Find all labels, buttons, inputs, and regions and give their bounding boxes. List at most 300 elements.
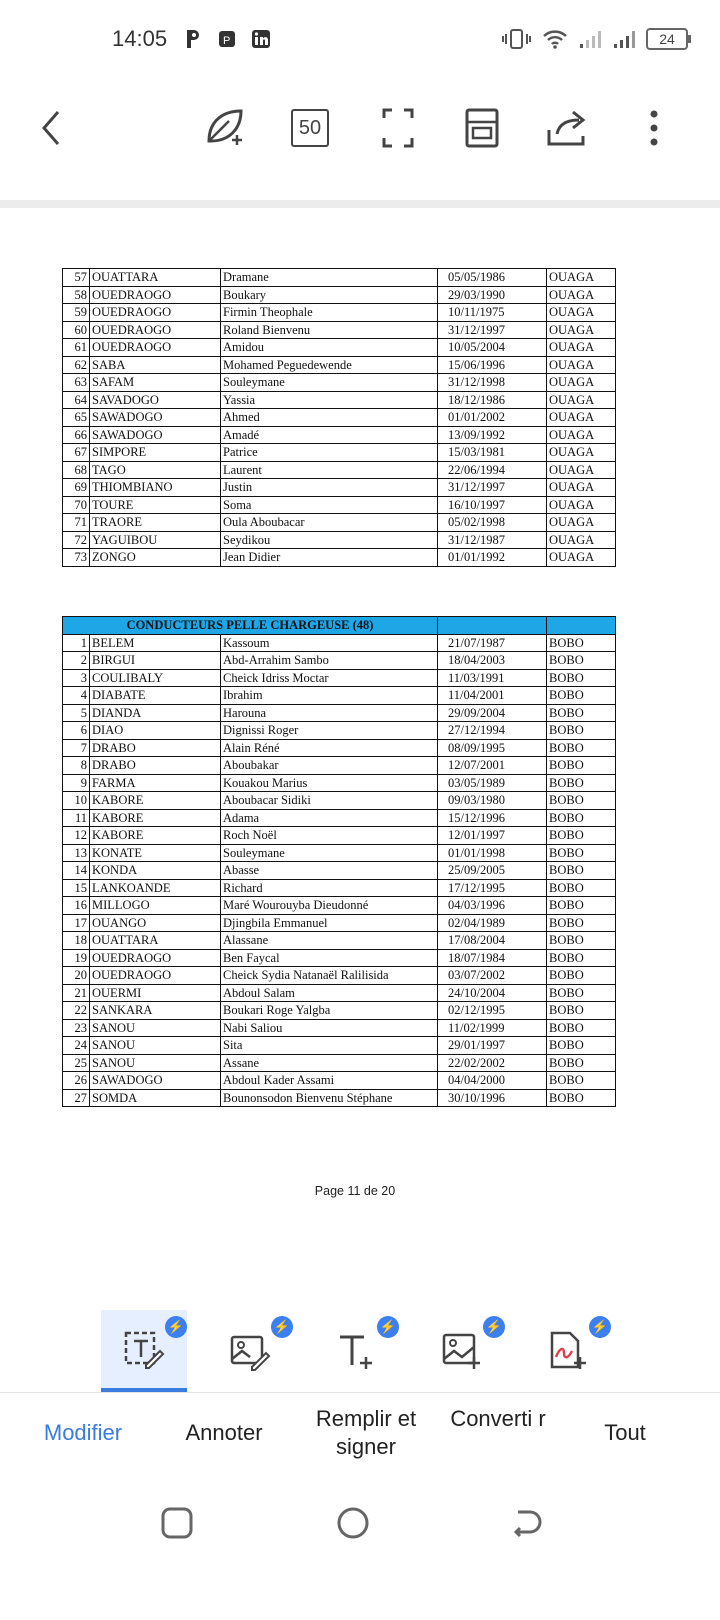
birthdate-cell: 25/09/2005: [438, 862, 547, 880]
document-viewer[interactable]: [0, 176, 720, 1334]
surname-cell: KONATE: [90, 844, 221, 862]
row-number: 19: [63, 949, 90, 967]
city-cell: OUAGA: [547, 374, 616, 392]
table-row: [63, 286, 616, 304]
city-cell: BOBO: [547, 1019, 616, 1037]
linkedin-app-icon: [250, 28, 272, 50]
birthdate-cell: 24/10/2004: [438, 984, 547, 1002]
surname-cell: DIANDA: [90, 704, 221, 722]
row-number: 57: [63, 269, 90, 287]
add-text-tool[interactable]: [313, 1310, 399, 1392]
system-nav-bar: [0, 1488, 720, 1600]
firstname-cell: Boukari Roge Yalgba: [221, 1002, 438, 1020]
row-number: 12: [63, 827, 90, 845]
city-cell: OUAGA: [547, 531, 616, 549]
row-number: 3: [63, 669, 90, 687]
row-number: 4: [63, 687, 90, 705]
table-row: [63, 827, 616, 845]
surname-cell: YAGUIBOU: [90, 531, 221, 549]
firstname-cell: Bounonsodon Bienvenu Stéphane: [221, 1089, 438, 1107]
row-number: 21: [63, 984, 90, 1002]
table-row: [63, 356, 616, 374]
row-number: 23: [63, 1019, 90, 1037]
surname-cell: OUEDRAOGO: [90, 304, 221, 322]
city-cell: OUAGA: [547, 479, 616, 497]
birthdate-cell: 16/10/1997: [438, 496, 547, 514]
firstname-cell: Alassane: [221, 932, 438, 950]
city-cell: BOBO: [547, 1037, 616, 1055]
surname-cell: TRAORE: [90, 514, 221, 532]
city-cell: BOBO: [547, 1054, 616, 1072]
add-signature-icon: [548, 1331, 588, 1371]
row-number: 10: [63, 792, 90, 810]
row-number: 22: [63, 1002, 90, 1020]
back-arrow-icon: [36, 108, 68, 148]
firstname-cell: Richard: [221, 879, 438, 897]
row-number: 6: [63, 722, 90, 740]
table-row: [63, 914, 616, 932]
surname-cell: SANOU: [90, 1019, 221, 1037]
premium-badge-icon: ⚡: [589, 1316, 611, 1338]
svg-text:P: P: [223, 35, 231, 47]
table-row: [63, 704, 616, 722]
edit-image-icon: [230, 1331, 270, 1371]
birthdate-cell: 05/05/1986: [438, 269, 547, 287]
surname-cell: SIMPORE: [90, 444, 221, 462]
birthdate-cell: 29/03/1990: [438, 286, 547, 304]
row-number: 66: [63, 426, 90, 444]
wifi-icon: [542, 28, 568, 50]
birthdate-cell: 11/02/1999: [438, 1019, 547, 1037]
surname-cell: SANOU: [90, 1054, 221, 1072]
city-cell: BOBO: [547, 704, 616, 722]
surname-cell: MILLOGO: [90, 897, 221, 915]
row-number: 18: [63, 932, 90, 950]
table-row: [63, 757, 616, 775]
table-row: [63, 669, 616, 687]
city-cell: BOBO: [547, 897, 616, 915]
firstname-cell: Adama: [221, 809, 438, 827]
firstname-cell: Kassoum: [221, 634, 438, 652]
firstname-cell: Soma: [221, 496, 438, 514]
city-cell: BOBO: [547, 722, 616, 740]
edit-tools-bar: [0, 1310, 720, 1392]
birthdate-cell: 31/12/1997: [438, 479, 547, 497]
row-number: 63: [63, 374, 90, 392]
birthdate-cell: 15/06/1996: [438, 356, 547, 374]
surname-cell: SAWADOGO: [90, 426, 221, 444]
firstname-cell: Djingbila Emmanuel: [221, 914, 438, 932]
city-cell: OUAGA: [547, 514, 616, 532]
birthdate-cell: 10/05/2004: [438, 339, 547, 357]
city-cell: BOBO: [547, 827, 616, 845]
birthdate-cell: 30/10/1996: [438, 1089, 547, 1107]
row-number: 67: [63, 444, 90, 462]
current-page: [0, 208, 720, 1390]
row-number: 7: [63, 739, 90, 757]
birthdate-cell: 15/12/1996: [438, 809, 547, 827]
row-number: 15: [63, 879, 90, 897]
row-number: 65: [63, 409, 90, 427]
table-row: [63, 862, 616, 880]
city-cell: OUAGA: [547, 339, 616, 357]
firstname-cell: Oula Aboubacar: [221, 514, 438, 532]
birthdate-cell: 18/12/1986: [438, 391, 547, 409]
firstname-cell: Souleymane: [221, 374, 438, 392]
birthdate-cell: 29/09/2004: [438, 704, 547, 722]
status-bar: [0, 0, 720, 80]
birthdate-cell: 17/08/2004: [438, 932, 547, 950]
table-row: [63, 391, 616, 409]
city-cell: BOBO: [547, 1089, 616, 1107]
table-row: [63, 549, 616, 567]
firstname-cell: Kouakou Marius: [221, 774, 438, 792]
table-row: [63, 687, 616, 705]
birthdate-cell: 11/03/1991: [438, 669, 547, 687]
share-icon: [547, 108, 589, 148]
add-image-tool[interactable]: [419, 1310, 505, 1392]
row-number: 69: [63, 479, 90, 497]
row-number: 1: [63, 634, 90, 652]
firstname-cell: Assane: [221, 1054, 438, 1072]
firstname-cell: Patrice: [221, 444, 438, 462]
zoom-button[interactable]: [286, 104, 334, 152]
home-icon[interactable]: [336, 1506, 370, 1540]
surname-cell: DIABATE: [90, 687, 221, 705]
section-header-row: [63, 617, 616, 635]
page-layout-icon: [465, 108, 499, 148]
surname-cell: SABA: [90, 356, 221, 374]
row-number: 73: [63, 549, 90, 567]
birthdate-cell: 02/04/1989: [438, 914, 547, 932]
city-cell: BOBO: [547, 739, 616, 757]
row-number: 26: [63, 1072, 90, 1090]
city-cell: BOBO: [547, 949, 616, 967]
firstname-cell: Mohamed Peguedewende: [221, 356, 438, 374]
firstname-cell: Dramane: [221, 269, 438, 287]
city-cell: OUAGA: [547, 409, 616, 427]
birthdate-cell: 13/09/1992: [438, 426, 547, 444]
firstname-cell: Firmin Theophale: [221, 304, 438, 322]
row-number: 25: [63, 1054, 90, 1072]
firstname-cell: Cheick Idriss Moctar: [221, 669, 438, 687]
signal-weak-icon: [578, 28, 602, 50]
surname-cell: SOMDA: [90, 1089, 221, 1107]
birthdate-cell: 31/12/1997: [438, 321, 547, 339]
birthdate-cell: 29/01/1997: [438, 1037, 547, 1055]
row-number: 71: [63, 514, 90, 532]
table-row: [63, 792, 616, 810]
row-number: 9: [63, 774, 90, 792]
firstname-cell: Abdoul Kader Assami: [221, 1072, 438, 1090]
firstname-cell: Sita: [221, 1037, 438, 1055]
roster-table-bobo: [62, 616, 616, 1107]
table-row: [63, 409, 616, 427]
city-cell: BOBO: [547, 984, 616, 1002]
surname-cell: BIRGUI: [90, 652, 221, 670]
table-row: [63, 634, 616, 652]
city-cell: OUAGA: [547, 461, 616, 479]
birthdate-cell: 18/07/1984: [438, 949, 547, 967]
share-button[interactable]: [544, 104, 592, 152]
table-row: [63, 304, 616, 322]
birthdate-cell: 12/07/2001: [438, 757, 547, 775]
previous-page: [0, 176, 720, 200]
tab-remplir-et-signer-label: Remplir et signer: [315, 1406, 417, 1459]
row-number: 20: [63, 967, 90, 985]
parking-app-icon: [182, 28, 204, 50]
firstname-cell: Seydikou: [221, 531, 438, 549]
premium-badge-icon: ⚡: [377, 1316, 399, 1338]
row-number: 13: [63, 844, 90, 862]
add-image-icon: [442, 1331, 482, 1371]
table-row: [63, 774, 616, 792]
surname-cell: DRABO: [90, 757, 221, 775]
firstname-cell: Abasse: [221, 862, 438, 880]
birthdate-cell: 01/01/2002: [438, 409, 547, 427]
birthdate-cell: 03/05/1989: [438, 774, 547, 792]
surname-cell: OUEDRAOGO: [90, 967, 221, 985]
birthdate-cell: 01/01/1992: [438, 549, 547, 567]
table-row: [63, 984, 616, 1002]
surname-cell: OUEDRAOGO: [90, 286, 221, 304]
section-title: CONDUCTEURS PELLE CHARGEUSE (48): [63, 617, 438, 635]
city-cell: BOBO: [547, 792, 616, 810]
table-row: [63, 722, 616, 740]
birthdate-cell: 18/04/2003: [438, 652, 547, 670]
city-cell: BOBO: [547, 844, 616, 862]
surname-cell: OUERMI: [90, 984, 221, 1002]
roster-table-ouaga: [62, 268, 616, 567]
vibrate-icon: [502, 28, 532, 50]
firstname-cell: Aboubakar: [221, 757, 438, 775]
add-signature-tool[interactable]: [525, 1310, 611, 1392]
city-cell: BOBO: [547, 757, 616, 775]
city-cell: BOBO: [547, 862, 616, 880]
edit-text-tool[interactable]: [101, 1310, 187, 1392]
birthdate-cell: 21/07/1987: [438, 634, 547, 652]
firstname-cell: Boukary: [221, 286, 438, 304]
row-number: 70: [63, 496, 90, 514]
tab-tout[interactable]: Tout: [604, 1420, 646, 1445]
firstname-cell: Alain Réné: [221, 739, 438, 757]
surname-cell: OUANGO: [90, 914, 221, 932]
surname-cell: DIAO: [90, 722, 221, 740]
row-number: 5: [63, 704, 90, 722]
surname-cell: KABORE: [90, 827, 221, 845]
city-cell: BOBO: [547, 809, 616, 827]
row-number: 68: [63, 461, 90, 479]
city-cell: BOBO: [547, 687, 616, 705]
table-row: [63, 1002, 616, 1020]
firstname-cell: Abd-Arrahim Sambo: [221, 652, 438, 670]
firstname-cell: Nabi Saliou: [221, 1019, 438, 1037]
firstname-cell: Ibrahim: [221, 687, 438, 705]
edit-image-tool[interactable]: [207, 1310, 293, 1392]
table-row: [63, 739, 616, 757]
fullscreen-icon: [382, 108, 414, 148]
row-number: 2: [63, 652, 90, 670]
mode-tabs: [0, 1392, 720, 1489]
birthdate-cell: 04/04/2000: [438, 1072, 547, 1090]
birthdate-cell: 11/04/2001: [438, 687, 547, 705]
surname-cell: SANKARA: [90, 1002, 221, 1020]
tab-convertir[interactable]: [446, 1405, 550, 1433]
row-number: 17: [63, 914, 90, 932]
firstname-cell: Dignissi Roger: [221, 722, 438, 740]
edit-text-icon: [124, 1329, 164, 1369]
firstname-cell: Yassia: [221, 391, 438, 409]
firstname-cell: Aboubacar Sidiki: [221, 792, 438, 810]
firstname-cell: Harouna: [221, 704, 438, 722]
more-vertical-icon: [648, 108, 660, 148]
surname-cell: KABORE: [90, 792, 221, 810]
back-button[interactable]: [28, 104, 76, 152]
row-number: 27: [63, 1089, 90, 1107]
surname-cell: SAWADOGO: [90, 1072, 221, 1090]
birthdate-cell: 22/02/2002: [438, 1054, 547, 1072]
row-number: 60: [63, 321, 90, 339]
birthdate-cell: 04/03/1996: [438, 897, 547, 915]
city-cell: BOBO: [547, 774, 616, 792]
city-cell: BOBO: [547, 1072, 616, 1090]
row-number: 14: [63, 862, 90, 880]
surname-cell: COULIBALY: [90, 669, 221, 687]
firstname-cell: Roland Bienvenu: [221, 321, 438, 339]
table-row: [63, 444, 616, 462]
surname-cell: OUEDRAOGO: [90, 339, 221, 357]
birthdate-cell: 01/01/1998: [438, 844, 547, 862]
row-number: 11: [63, 809, 90, 827]
table-row: [63, 269, 616, 287]
city-cell: BOBO: [547, 1002, 616, 1020]
page-layout-button[interactable]: [458, 104, 506, 152]
table-row: [63, 461, 616, 479]
firstname-cell: Cheick Sydia Natanaël Ralilisida: [221, 967, 438, 985]
table-row: [63, 321, 616, 339]
city-cell: OUAGA: [547, 444, 616, 462]
surname-cell: SAWADOGO: [90, 409, 221, 427]
row-number: 72: [63, 531, 90, 549]
city-cell: BOBO: [547, 967, 616, 985]
table-row: [63, 1019, 616, 1037]
surname-cell: OUEDRAOGO: [90, 321, 221, 339]
status-time: 14:05: [112, 26, 168, 51]
table-row: [63, 479, 616, 497]
row-number: 59: [63, 304, 90, 322]
tab-modifier[interactable]: Modifier: [43, 1420, 123, 1445]
birthdate-cell: 31/12/1987: [438, 531, 547, 549]
firstname-cell: Amadé: [221, 426, 438, 444]
birthdate-cell: 09/03/1980: [438, 792, 547, 810]
surname-cell: DRABO: [90, 739, 221, 757]
battery-indicator: 24: [646, 28, 688, 50]
signal-strong-icon: [612, 28, 636, 50]
firstname-cell: Abdoul Salam: [221, 984, 438, 1002]
ai-assistant-button[interactable]: [200, 104, 248, 152]
birthdate-cell: 22/06/1994: [438, 461, 547, 479]
city-cell: BOBO: [547, 914, 616, 932]
tab-remplir-et-signer[interactable]: [306, 1405, 426, 1461]
surname-cell: OUATTARA: [90, 269, 221, 287]
table-row: [63, 879, 616, 897]
tab-annoter[interactable]: Annoter: [185, 1420, 263, 1445]
birthdate-cell: 08/09/1995: [438, 739, 547, 757]
surname-cell: TAGO: [90, 461, 221, 479]
firstname-cell: Laurent: [221, 461, 438, 479]
birthdate-cell: 03/07/2002: [438, 967, 547, 985]
add-text-icon: [336, 1331, 376, 1371]
firstname-cell: Ahmed: [221, 409, 438, 427]
firstname-cell: Amidou: [221, 339, 438, 357]
surname-cell: TOURE: [90, 496, 221, 514]
table-row: [63, 1089, 616, 1107]
surname-cell: ZONGO: [90, 549, 221, 567]
surname-cell: KABORE: [90, 809, 221, 827]
city-cell: OUAGA: [547, 549, 616, 567]
table-row: [63, 844, 616, 862]
surname-cell: SAVADOGO: [90, 391, 221, 409]
row-number: 16: [63, 897, 90, 915]
birthdate-cell: 10/11/1975: [438, 304, 547, 322]
more-options-button[interactable]: [630, 104, 678, 152]
table-row: [63, 949, 616, 967]
leaf-sparkle-icon: [201, 105, 247, 151]
premium-badge-icon: ⚡: [271, 1316, 293, 1338]
row-number: 8: [63, 757, 90, 775]
zoom-label: 50: [291, 109, 329, 147]
city-cell: OUAGA: [547, 286, 616, 304]
fullscreen-button[interactable]: [374, 104, 422, 152]
table-row: [63, 339, 616, 357]
row-number: 62: [63, 356, 90, 374]
birthdate-cell: 02/12/1995: [438, 1002, 547, 1020]
firstname-cell: Roch Noël: [221, 827, 438, 845]
city-cell: BOBO: [547, 879, 616, 897]
city-cell: OUAGA: [547, 304, 616, 322]
table-row: [63, 374, 616, 392]
row-number: 64: [63, 391, 90, 409]
birthdate-cell: 31/12/1998: [438, 374, 547, 392]
table-row: [63, 1054, 616, 1072]
birthdate-cell: 27/12/1994: [438, 722, 547, 740]
surname-cell: SAFAM: [90, 374, 221, 392]
birthdate-cell: 05/02/1998: [438, 514, 547, 532]
table-row: [63, 897, 616, 915]
birthdate-cell: 12/01/1997: [438, 827, 547, 845]
city-cell: BOBO: [547, 652, 616, 670]
table-row: [63, 514, 616, 532]
surname-cell: KONDA: [90, 862, 221, 880]
city-cell: OUAGA: [547, 321, 616, 339]
surname-cell: BELEM: [90, 634, 221, 652]
birthdate-cell: 15/03/1981: [438, 444, 547, 462]
city-cell: BOBO: [547, 932, 616, 950]
surname-cell: OUATTARA: [90, 932, 221, 950]
firstname-cell: Jean Didier: [221, 549, 438, 567]
premium-badge-icon: ⚡: [165, 1316, 187, 1338]
table-row: [63, 652, 616, 670]
recent-apps-icon[interactable]: [160, 1506, 194, 1540]
city-cell: OUAGA: [547, 426, 616, 444]
back-nav-icon[interactable]: [510, 1506, 544, 1540]
city-cell: BOBO: [547, 669, 616, 687]
tab-convertir-label: Converti r: [450, 1406, 546, 1431]
firstname-cell: Souleymane: [221, 844, 438, 862]
top-toolbar: [0, 80, 720, 176]
status-right-group: [502, 28, 688, 50]
row-number: 24: [63, 1037, 90, 1055]
